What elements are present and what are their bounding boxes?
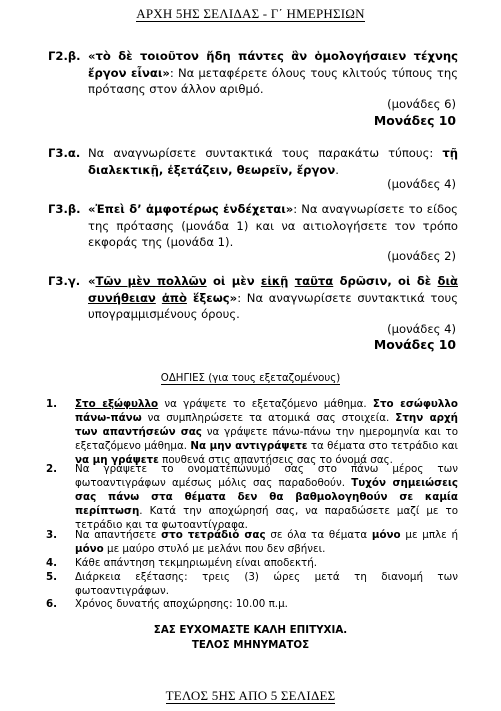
total-marks: Μονάδες 10 bbox=[373, 113, 456, 128]
instruction-text: σε όλα τα θέματα bbox=[265, 529, 372, 541]
instruction-text: με μαύρο στυλό με μελάνι που δεν σβήνει. bbox=[103, 543, 326, 555]
instruction-text: Να απαντήσετε bbox=[75, 529, 162, 541]
instructions-title-text: ΟΔΗΓΙΕΣ (για τους εξεταζομένους) bbox=[160, 373, 341, 384]
instruction-emphasis: στο τετράδιό σας bbox=[161, 529, 266, 541]
instruction-text: Να γράψετε το ονοματεπώνυμό σας στο πάνω μέρος των φωτοαντιγράφων αμέσως μόλις σας παραδοθούν. bbox=[75, 463, 458, 489]
instruction-item bbox=[0, 462, 501, 531]
instruction-item bbox=[0, 397, 501, 466]
instruction-emphasis: Στο εξώφυλλο bbox=[75, 398, 159, 410]
instruction-text: να γράψετε πάνω-πάνω την ημερομηνία και το εξεταζόμενο μάθημα. bbox=[75, 426, 458, 452]
question-number: Γ3.γ. bbox=[48, 274, 81, 288]
question-quote: «Ἐπεὶ δ’ ἀμφοτέρως ἐνδέχεται» bbox=[88, 202, 294, 216]
instruction-item bbox=[0, 570, 501, 600]
instruction-number: 5. bbox=[46, 571, 58, 583]
instruction-text: να γράψετε το εξεταζόμενο μάθημα. bbox=[158, 398, 373, 410]
instruction-number: 6. bbox=[46, 598, 58, 610]
instruction-emphasis: Τυχόν σημειώσεις σας πάνω στα θέματα δεν θα βαθμολογηθούν σε καμία περίπτωση bbox=[75, 477, 458, 517]
quote-part: δρῶσιν, οἱ δὲ bbox=[333, 274, 438, 288]
instruction-emphasis: μόνο bbox=[371, 529, 401, 541]
instruction-emphasis: μόνο bbox=[75, 543, 104, 555]
instruction-text: πουθενά στις απαντήσεις σας το όνομά σας. bbox=[158, 454, 393, 466]
closing-wish: ΣΑΣ ΕΥΧΟΜΑΣΤΕ ΚΑΛΗ ΕΠΙΤΥΧΙΑ. bbox=[153, 624, 348, 636]
page-header-title: ΑΡΧΗ 5ΗΣ ΣΕΛΙΔΑΣ - Γ΄ ΗΜΕΡΗΣΙΩΝ bbox=[136, 6, 365, 21]
instruction-emphasis: Στην αρχή των απαντήσεών σας bbox=[75, 412, 458, 438]
instruction-emphasis: Στο εσώφυλλο πάνω-πάνω bbox=[75, 398, 458, 424]
marks-label: (μονάδες 6) bbox=[387, 97, 456, 111]
instruction-text: Διάρκεια εξέτασης: τρεις (3) ώρες μετά τη διανομή των φωτοαντιγράφων. bbox=[75, 571, 458, 597]
quote-part: ἕξεως» bbox=[186, 290, 238, 305]
page-footer-title: ΤΕΛΟΣ 5ΗΣ ΑΠΟ 5 ΣΕΛΙΔΕΣ bbox=[165, 688, 336, 703]
instruction-text: Κάθε απάντηση τεκμηριωμένη είναι αποδεκτή. bbox=[75, 557, 318, 569]
instructions-title bbox=[0, 373, 501, 384]
page-footer bbox=[0, 688, 501, 704]
instruction-number: 1. bbox=[46, 398, 58, 410]
marks-label: (μονάδες 4) bbox=[387, 322, 456, 336]
total-marks: Μονάδες 10 bbox=[373, 337, 456, 352]
instruction-item bbox=[0, 597, 501, 612]
underlined-term: εἰκῇ bbox=[260, 274, 289, 288]
instruction-number: 2. bbox=[46, 463, 58, 475]
instruction-emphasis: Να μην αντιγράψετε bbox=[190, 440, 308, 452]
instruction-number: 4. bbox=[46, 557, 58, 569]
underlined-term: Τῶν μὲν πολλῶν bbox=[95, 274, 207, 288]
question-number: Γ2.β. bbox=[48, 49, 81, 63]
question-end: . bbox=[335, 162, 339, 177]
question-quote: «τὸ δὲ τοιοῦτον ἤδη πάντες ἂν ὁμολογήσαιεν τέχνης ἔργον εἶναι» bbox=[88, 49, 458, 80]
question-number: Γ3.α. bbox=[48, 146, 81, 160]
instruction-number: 3. bbox=[46, 529, 58, 541]
closing-end: ΤΕΛΟΣ ΜΗΝΥΜΑΤΟΣ bbox=[191, 639, 310, 651]
question-text: Να αναγνωρίσετε συντακτικά τους παρακάτω τύπους: bbox=[88, 146, 443, 160]
question-number: Γ3.β. bbox=[48, 202, 81, 216]
underlined-term: διὰ συνήθειαν bbox=[88, 274, 458, 305]
instruction-item bbox=[0, 528, 501, 558]
quote-part: « bbox=[88, 274, 96, 288]
instruction-text: να συμπληρώσετε τα ατομικά σας στοιχεία. bbox=[141, 412, 396, 424]
page-header bbox=[0, 6, 501, 22]
instruction-text: με μπλε ή bbox=[400, 529, 458, 541]
instruction-emphasis: να μη γράψετε bbox=[75, 454, 159, 466]
marks-label: (μονάδες 2) bbox=[387, 249, 456, 263]
instruction-text: Χρόνος δυνατής αποχώρησης: 10.00 π.μ. bbox=[75, 598, 288, 610]
question-text: : Να αναγνωρίσετε συντακτικά τους υπογραμμισμένους όρους. bbox=[88, 290, 459, 321]
underlined-term: ταῦτα bbox=[294, 274, 334, 288]
instruction-text: . Κατά την αποχώρησή σας, να παραδώσετε μαζί με το τετράδιο και τα φωτοαντίγραφα. bbox=[75, 505, 458, 531]
question-text: : Να μεταφέρετε όλους τους κλιτούς τύπους της πρότασης στον άλλον αριθμό. bbox=[88, 65, 459, 96]
marks-label: (μονάδες 4) bbox=[387, 177, 456, 191]
instruction-text: τα θέματα στο τετράδιο και bbox=[307, 440, 458, 452]
instruction-item bbox=[0, 556, 501, 571]
question-text: : Να αναγνωρίσετε το είδος της πρότασης (μονάδα 1) και να αιτιολογήσετε τον τρόπο εκφοράς της (μονάδα 1). bbox=[88, 202, 458, 249]
quote-part: οἱ μὲν bbox=[206, 274, 261, 288]
underlined-term: ἀπὸ bbox=[161, 290, 187, 305]
question-words: τῇ διαλεκτικῇ, ἐξετάζειν, θεωρεῖν, ἔργον bbox=[88, 146, 458, 177]
